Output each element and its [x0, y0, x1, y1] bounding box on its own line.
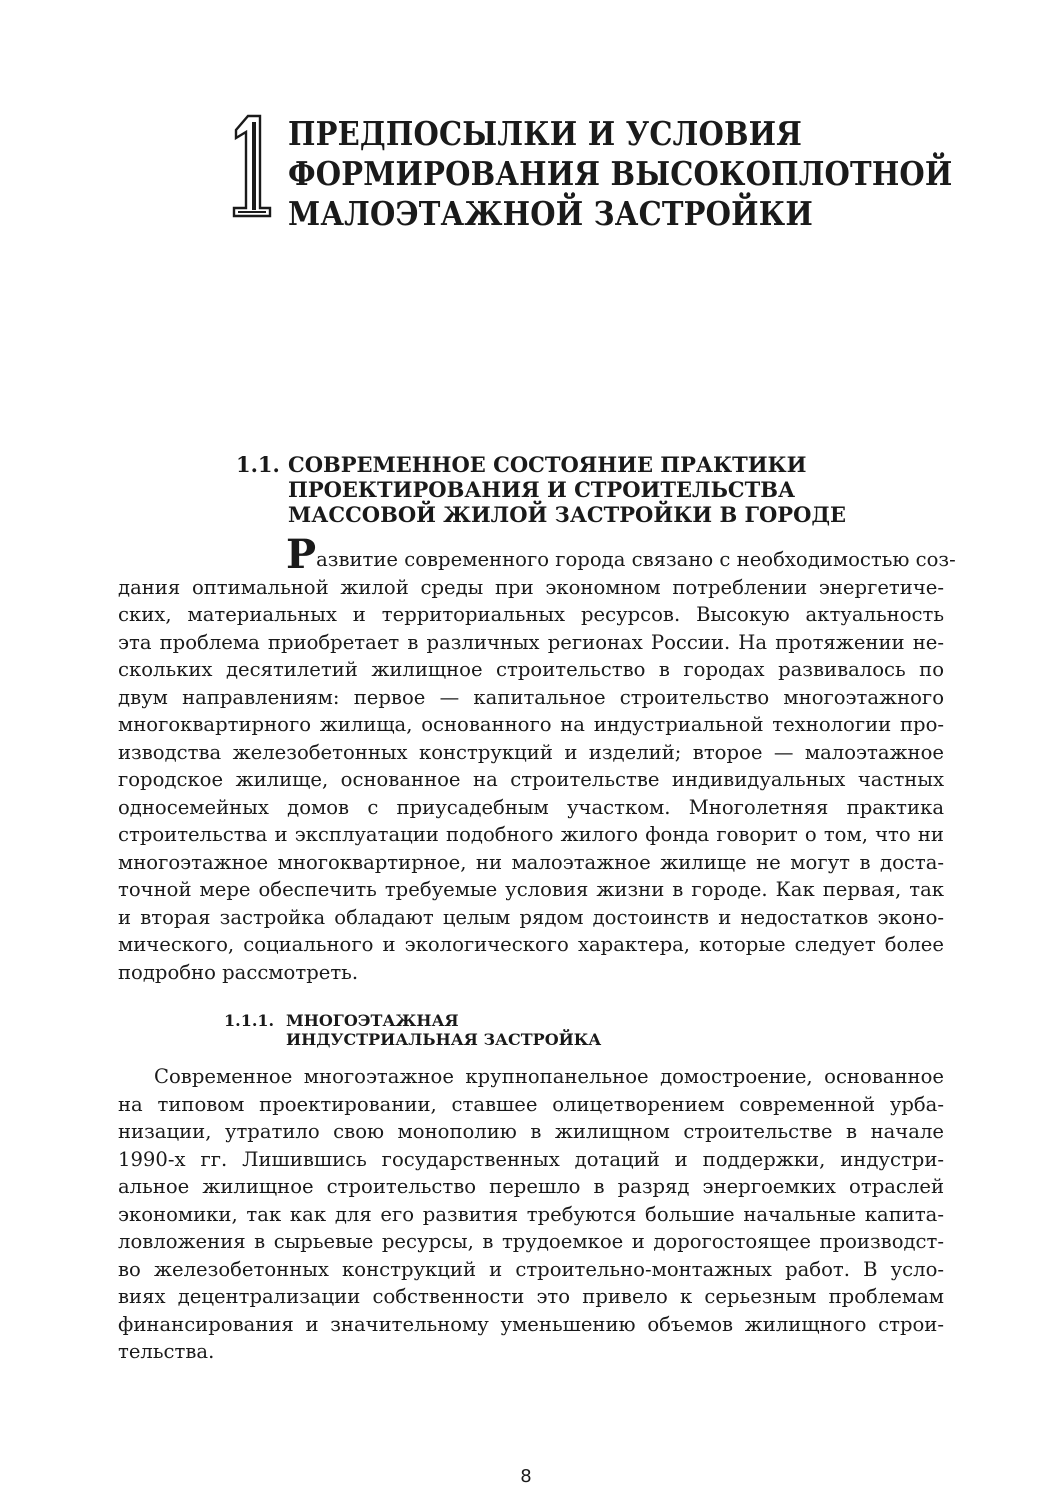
section-title-line: ПРОЕКТИРОВАНИЯ И СТРОИТЕЛЬСТВА — [288, 477, 796, 502]
paragraph-line: точной мере обеспечить требуемые условия жизни в городе. Как первая, так — [118, 878, 944, 901]
paragraph-line: односемейных домов с приусадебным участком. Многолетняя практика — [118, 795, 944, 819]
paragraph-line: дания оптимальной жилой среды при экономном потреблении энергетиче- — [118, 575, 944, 599]
paragraph-line: ловложения в сырьевые ресурсы, в трудоемкое и дорогостоящее производст- — [118, 1230, 944, 1253]
section-title-line: СОВРЕМЕННОЕ СОСТОЯНИЕ ПРАКТИКИ — [288, 452, 807, 477]
subsection-title-line: ИНДУСТРИАЛЬНАЯ ЗАСТРОЙКА — [286, 1030, 602, 1049]
body-paragraph-2 — [118, 1063, 944, 1366]
subsection-number: 1.1.1. — [224, 1011, 275, 1030]
paragraph-line: подробно рассмотреть. — [118, 960, 359, 984]
paragraph-line: многоквартирного жилища, основанного на индустриальной технологии про- — [118, 713, 944, 736]
chapter-title — [288, 114, 953, 234]
chapter-heading — [226, 112, 966, 232]
paragraph-line: Современное многоэтажное крупнопанельное домостроение, основанное — [154, 1065, 944, 1088]
chapter-title-line: МАЛОЭТАЖНОЙ ЗАСТРОЙКИ — [288, 194, 813, 233]
paragraph-line: многоэтажное многоквартирное, ни малоэтажное жилище не могут в доста- — [118, 850, 944, 874]
paragraph-line: финансирования и значительному уменьшению объемов жилищного строи- — [118, 1312, 944, 1336]
chapter-title-line: ПРЕДПОСЫЛКИ И УСЛОВИЯ — [288, 114, 803, 153]
paragraph-line: изводства железобетонных конструкций и изделий; второе — малоэтажное — [118, 740, 944, 764]
subsection-title-line: МНОГОЭТАЖНАЯ — [286, 1011, 459, 1030]
paragraph-line: мического, социального и экологического характера, которые следует более — [118, 933, 944, 956]
section-title-line: МАССОВОЙ ЖИЛОЙ ЗАСТРОЙКИ В ГОРОДЕ — [288, 502, 847, 527]
paragraph-line: альное жилищное строительство перешло в разряд энергоемких отраслей — [118, 1175, 944, 1198]
chapter-number-glyph — [226, 112, 278, 220]
paragraph-line: двум направлениям: первое — капитальное строительство многоэтажного — [118, 685, 944, 709]
paragraph-line: и вторая застройка обладают целым рядом достоинств и недостатков эконо- — [118, 905, 944, 929]
paragraph-line: на типовом проектировании, ставшее олицетворением современной урба- — [118, 1092, 944, 1116]
section-number: 1.1. — [236, 452, 280, 477]
paragraph-line: 1990-х гг. Лишившись государственных дотаций и поддержки, индустри- — [118, 1147, 944, 1171]
paragraph-line: Развитие современного города связано с необходимостью соз- — [286, 531, 956, 578]
paragraph-line: низации, утратило свою монополию в жилищном строительстве в начале — [118, 1120, 944, 1143]
paragraph-line: виях децентрализации собственности это привело к серьезным проблемам — [118, 1285, 944, 1308]
page-number: 8 — [520, 1466, 532, 1487]
paragraph-line: скольких десятилетий жилищное строительство в городах развивалось по — [118, 658, 944, 681]
paragraph-line: строительства и эксплуатации подобного жилого фонда говорит о том, что ни — [118, 823, 944, 846]
paragraph-line: экономики, так как для его развития требуются большие начальные капита- — [118, 1202, 944, 1226]
paragraph-line: ских, материальных и территориальных ресурсов. Высокую актуальность — [118, 603, 944, 626]
drop-cap: Р — [286, 531, 317, 578]
chapter-title-line: ФОРМИРОВАНИЯ ВЫСОКОПЛОТНОЙ — [288, 154, 953, 193]
paragraph-line: городское жилище, основанное на строительстве индивидуальных частных — [118, 768, 944, 791]
body-paragraph-1 — [118, 531, 956, 986]
paragraph-line: тельства. — [118, 1340, 215, 1363]
paragraph-line: эта проблема приобретает в различных регионах России. На протяжении не- — [118, 630, 944, 654]
paragraph-line: во железобетонных конструкций и строительно-монтажных работ. В усло- — [118, 1257, 944, 1281]
